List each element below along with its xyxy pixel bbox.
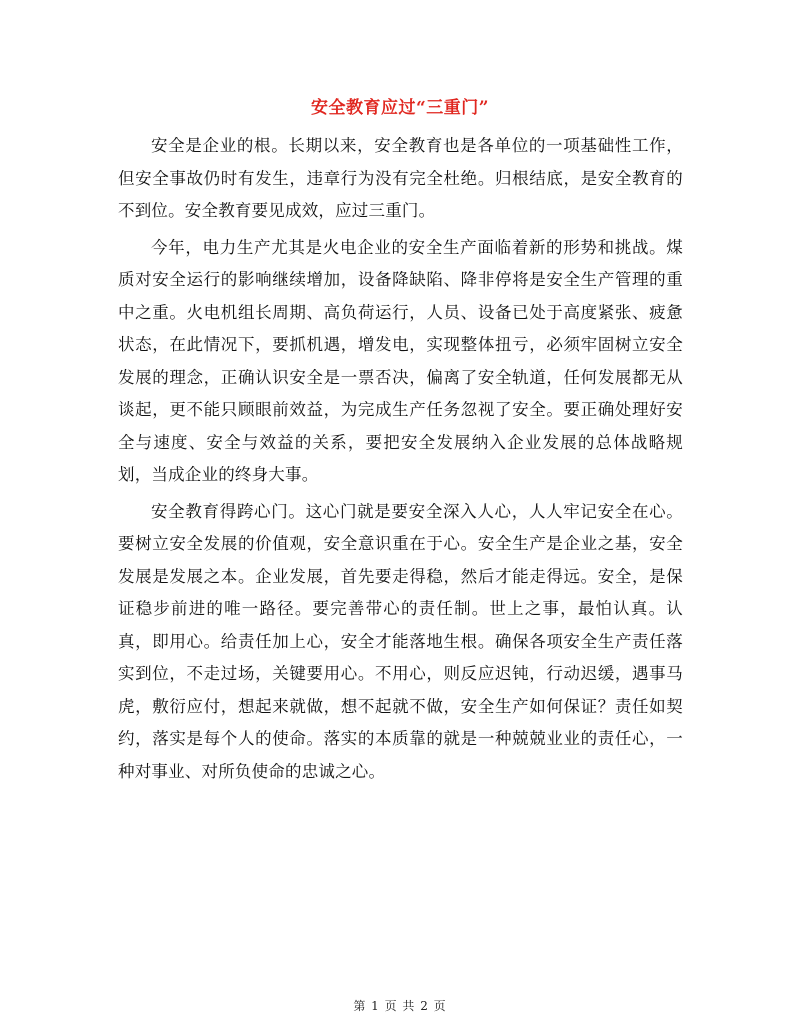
- paragraph-1: 安全是企业的根。长期以来，安全教育也是各单位的一项基础性工作，但安全事故仍时有发生，违章行为没有完全杜绝。归根结底，是安全教育的不到位。安全教育要见成效，应过三重门。: [118, 136, 683, 220]
- paragraph-3: 安全教育得跨心门。这心门就是要安全深入人心，人人牢记安全在心。要树立安全发展的价值观，安全意识重在于心。安全生产是企业之基，安全发展是发展之本。企业发展，首先要走得稳，然后才能走得远。安全，是保证稳步前进的唯一路径。要完善带心的责任制。世上之事，最怕认真。认真，即用心。给责任加上心，安全才能落地生根。确保各项安全生产责任落实到位，不走过场，关键要用心。不用心，则反应迟钝，行动迟缓，遇事马虎，敷衍应付，想起来就做，想不起就不做，安全生产如何保证？责任如契约，落实是每个人的使命。落实的本质靠的就是一种兢兢业业的责任心，一种对事业、对所负使命的忠诚之心。: [118, 501, 683, 781]
- document-title: 安全教育应过“三重门”: [310, 98, 490, 118]
- document-body: [118, 130, 683, 792]
- page-number-footer: 第 1 页 共 2 页: [353, 999, 447, 1013]
- paragraph-2: 今年，电力生产尤其是火电企业的安全生产面临着新的形势和挑战。煤质对安全运行的影响继续增加，设备降缺陷、降非停将是安全生产管理的重中之重。火电机组长周期、高负荷运行，人员、设备已处于高度紧张、疲惫状态，在此情况下，要抓机遇，增发电，实现整体扭亏，必须牢固树立安全发展的理念，正确认识安全是一票否决，偏离了安全轨道，任何发展都无从谈起，更不能只顾眼前效益，为完成生产任务忽视了安全。要正确处理好安全与速度、安全与效益的关系，要把安全发展纳入企业发展的总体战略规划，当成企业的终身大事。: [118, 237, 683, 484]
